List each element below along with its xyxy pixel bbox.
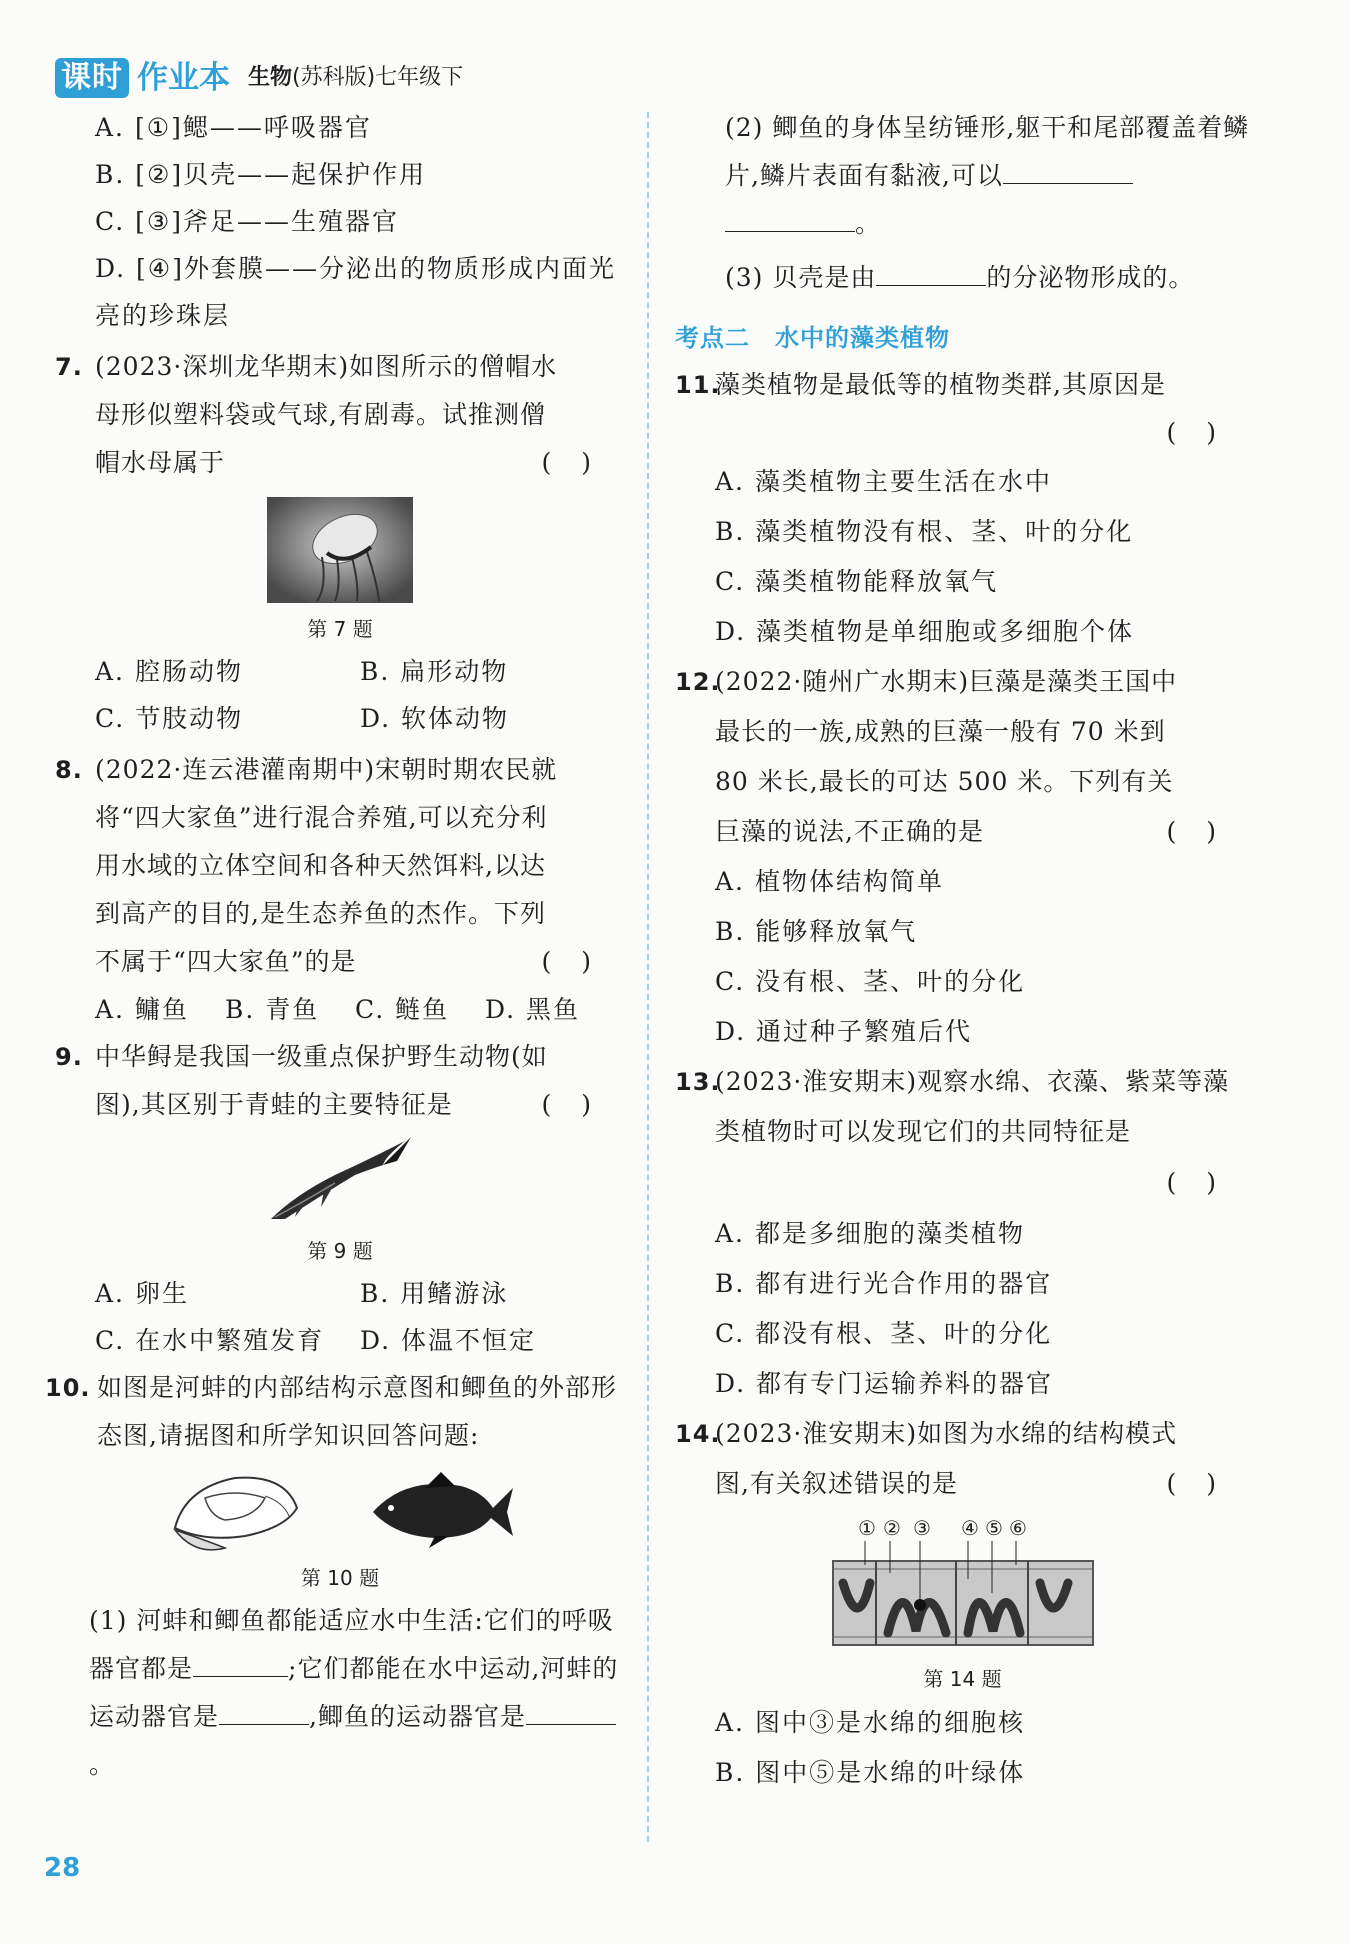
q13-option-c: C. 都没有根、茎、叶的分化 (715, 1319, 1053, 1348)
q13-option-d: D. 都有专门运输养料的器官 (715, 1369, 1054, 1398)
q9-options-row-1 (55, 1270, 625, 1317)
q13-option-a: A. 都是多细胞的藻类植物 (715, 1219, 1025, 1248)
q7-options-row-2 (55, 695, 625, 742)
page-number: 28 (44, 1853, 81, 1883)
q12-option-a: A. 植物体结构简单 (715, 867, 944, 896)
q8-text: (2022·连云港灌南期中)宋朝时期农民就将“四大家鱼”进行混合养殖,可以充分利用水域的立体空间和各种天然饵料,以达到高产的目的,是生态养鱼的杰作。下列不属于“四大家鱼”的是 (95, 755, 558, 976)
brand-title: 作业本 (137, 60, 230, 96)
q8-answer-paren: () (541, 947, 621, 976)
q12-option-d: D. 通过种子繁殖后代 (715, 1017, 973, 1046)
q14-caption: 第 14 题 (923, 1667, 1002, 1691)
q7-option-c: C. 节肢动物 (95, 704, 244, 733)
brand-logo: 课时 (55, 58, 129, 98)
label-5: ⑤ (984, 1516, 1003, 1540)
q10-number: 10. (45, 1374, 91, 1402)
q6-option-d: D. [④]外套膜——分泌出的物质形成内面光亮的珍珠层 (95, 254, 616, 330)
q11-option-a: A. 藻类植物主要生活在水中 (715, 467, 1052, 496)
spirogyra-diagram (828, 1513, 1098, 1653)
section-heading: 考点二 水中的藻类植物 (675, 324, 950, 352)
subject-name: 生物 (248, 65, 293, 90)
q7-number: 7. (55, 353, 83, 381)
label-1: ① (857, 1516, 876, 1540)
question-12 (675, 657, 1250, 857)
q14-figure (675, 1513, 1250, 1659)
q10-1-text-d: 。 (89, 1750, 116, 1779)
q9-option-c: C. 在水中繁殖发育 (95, 1326, 325, 1355)
q13-answer-paren: () (1166, 1168, 1246, 1197)
q9-options-row-2 (55, 1317, 625, 1364)
q10-3-text-b: 的分泌物形成的。 (986, 263, 1195, 292)
label-6: ⑥ (1008, 1516, 1027, 1540)
q7-caption: 第 7 题 (307, 617, 373, 641)
q13-number: 13. (675, 1068, 721, 1096)
q13-option-b: B. 都有进行光合作用的器官 (715, 1269, 1053, 1298)
q9-text: 中华鲟是我国一级重点保护野生动物(如图),其区别于青蛙的主要特征是 (95, 1042, 548, 1119)
q11-option-b: B. 藻类植物没有根、茎、叶的分化 (715, 517, 1134, 546)
q8-option-d: D. 黑鱼 (485, 995, 581, 1024)
crucian-carp-photo (365, 1468, 515, 1548)
q8-option-a: A. 鳙鱼 (95, 995, 189, 1024)
q14-text: (2023·淮安期末)如图为水绵的结构模式图,有关叙述错误的是 (715, 1419, 1178, 1498)
q6-option-c: C. [③]斧足——生殖器官 (95, 207, 400, 236)
label-3: ③ (912, 1516, 931, 1540)
q11-answer-paren: () (1166, 418, 1246, 447)
q14-option-a: A. 图中③是水绵的细胞核 (715, 1708, 1025, 1737)
question-13 (675, 1057, 1250, 1157)
question-10 (45, 1364, 625, 1460)
edition: (苏科版)七年级下 (292, 65, 464, 90)
q9-option-a: A. 卵生 (95, 1279, 189, 1308)
q10-caption: 第 10 题 (300, 1566, 380, 1590)
q10-text: 如图是河蚌的内部结构示意图和鲫鱼的外部形态图,请据图和所学知识回答问题: (97, 1373, 618, 1450)
q8-options (55, 986, 625, 1033)
q14-answer-paren: () (1166, 1469, 1246, 1498)
q7-option-b: B. 扁形动物 (360, 657, 509, 686)
question-14 (675, 1409, 1250, 1509)
label-4: ④ (960, 1516, 979, 1540)
q12-option-b: B. 能够释放氧气 (715, 917, 918, 946)
q12-number: 12. (675, 668, 721, 696)
sturgeon-illustration (265, 1135, 415, 1225)
q11-text: 藻类植物是最低等的植物类群,其原因是 (715, 370, 1166, 399)
q9-answer-paren: () (541, 1090, 621, 1119)
q9-number: 9. (55, 1043, 83, 1071)
q6-option-a: A. [①]鳃——呼吸器官 (95, 113, 372, 142)
q10-figure (55, 1468, 625, 1558)
question-7 (55, 343, 625, 487)
q6-option-b: B. [②]贝壳——起保护作用 (95, 160, 427, 189)
q10-3-blank[interactable] (876, 259, 986, 286)
q12-option-c: C. 没有根、茎、叶的分化 (715, 967, 1026, 996)
q9-option-d: D. 体温不恒定 (360, 1326, 537, 1355)
q10-2-blank-2[interactable] (725, 205, 855, 232)
q11-number: 11. (675, 371, 721, 399)
left-column (45, 104, 625, 1789)
label-2: ② (882, 1516, 901, 1540)
jellyfish-photo (267, 497, 413, 603)
q10-part-1 (55, 1597, 625, 1789)
q7-figure (55, 497, 625, 609)
page-header (55, 48, 463, 98)
q12-text: (2022·随州广水期末)巨藻是藻类王国中最长的一族,成熟的巨藻一般有 70 米到 80 米长,最长的可达 500 米。下列有关巨藻的说法,不正确的是 (715, 667, 1178, 846)
q7-text: (2023·深圳龙华期末)如图所示的僧帽水母形似塑料袋或气球,有剧毒。试推测僧帽水母属于 (95, 352, 558, 477)
q7-answer-paren: () (541, 448, 621, 477)
mussel-diagram (165, 1468, 305, 1558)
q9-option-b: B. 用鳍游泳 (360, 1279, 509, 1308)
q9-caption: 第 9 题 (307, 1239, 373, 1263)
q8-number: 8. (55, 756, 83, 784)
q10-1-blank-3[interactable] (526, 1698, 616, 1725)
q10-1-text-b: ;它们都能在水中运动,河蚌的运动器官是 (89, 1654, 619, 1731)
q10-1-blank-2[interactable] (219, 1698, 309, 1725)
q12-answer-paren: () (1166, 817, 1246, 846)
q7-option-d: D. 软体动物 (360, 704, 510, 733)
q10-2-text-b: 。 (855, 209, 882, 238)
q11-option-c: C. 藻类植物能释放氧气 (715, 567, 999, 596)
q10-part-2 (675, 104, 1250, 248)
question-9 (55, 1033, 625, 1129)
question-8 (55, 746, 625, 986)
q7-options-row-1 (55, 648, 625, 695)
q10-part-3 (675, 254, 1250, 302)
q14-number: 14. (675, 1420, 721, 1448)
q10-1-text-a: (1) 河蚌和鲫鱼都能适应水中生活:它们的呼吸器官都是 (89, 1606, 614, 1683)
q10-2-blank-1[interactable] (1003, 157, 1133, 184)
q9-figure (55, 1135, 625, 1231)
column-divider (647, 112, 649, 1842)
q8-option-c: C. 鲢鱼 (355, 995, 450, 1024)
question-11 (675, 361, 1250, 409)
q11-option-d: D. 藻类植物是单细胞或多细胞个体 (715, 617, 1135, 646)
q10-3-text-a: (3) 贝壳是由 (725, 263, 877, 292)
subject-title (248, 58, 463, 98)
q14-option-b: B. 图中⑤是水绵的叶绿体 (715, 1758, 1026, 1787)
q13-text: (2023·淮安期末)观察水绵、衣藻、紫菜等藻类植物时可以发现它们的共同特征是 (715, 1067, 1230, 1146)
q10-2-text-a: (2) 鲫鱼的身体呈纺锤形,躯干和尾部覆盖着鳞片,鳞片表面有黏液,可以 (725, 113, 1250, 190)
q10-1-text-c: ,鲫鱼的运动器官是 (309, 1702, 526, 1731)
q8-option-b: B. 青鱼 (225, 995, 320, 1024)
q7-option-a: A. 腔肠动物 (95, 657, 243, 686)
q10-1-blank-1[interactable] (193, 1650, 288, 1677)
right-column (675, 104, 1250, 1798)
